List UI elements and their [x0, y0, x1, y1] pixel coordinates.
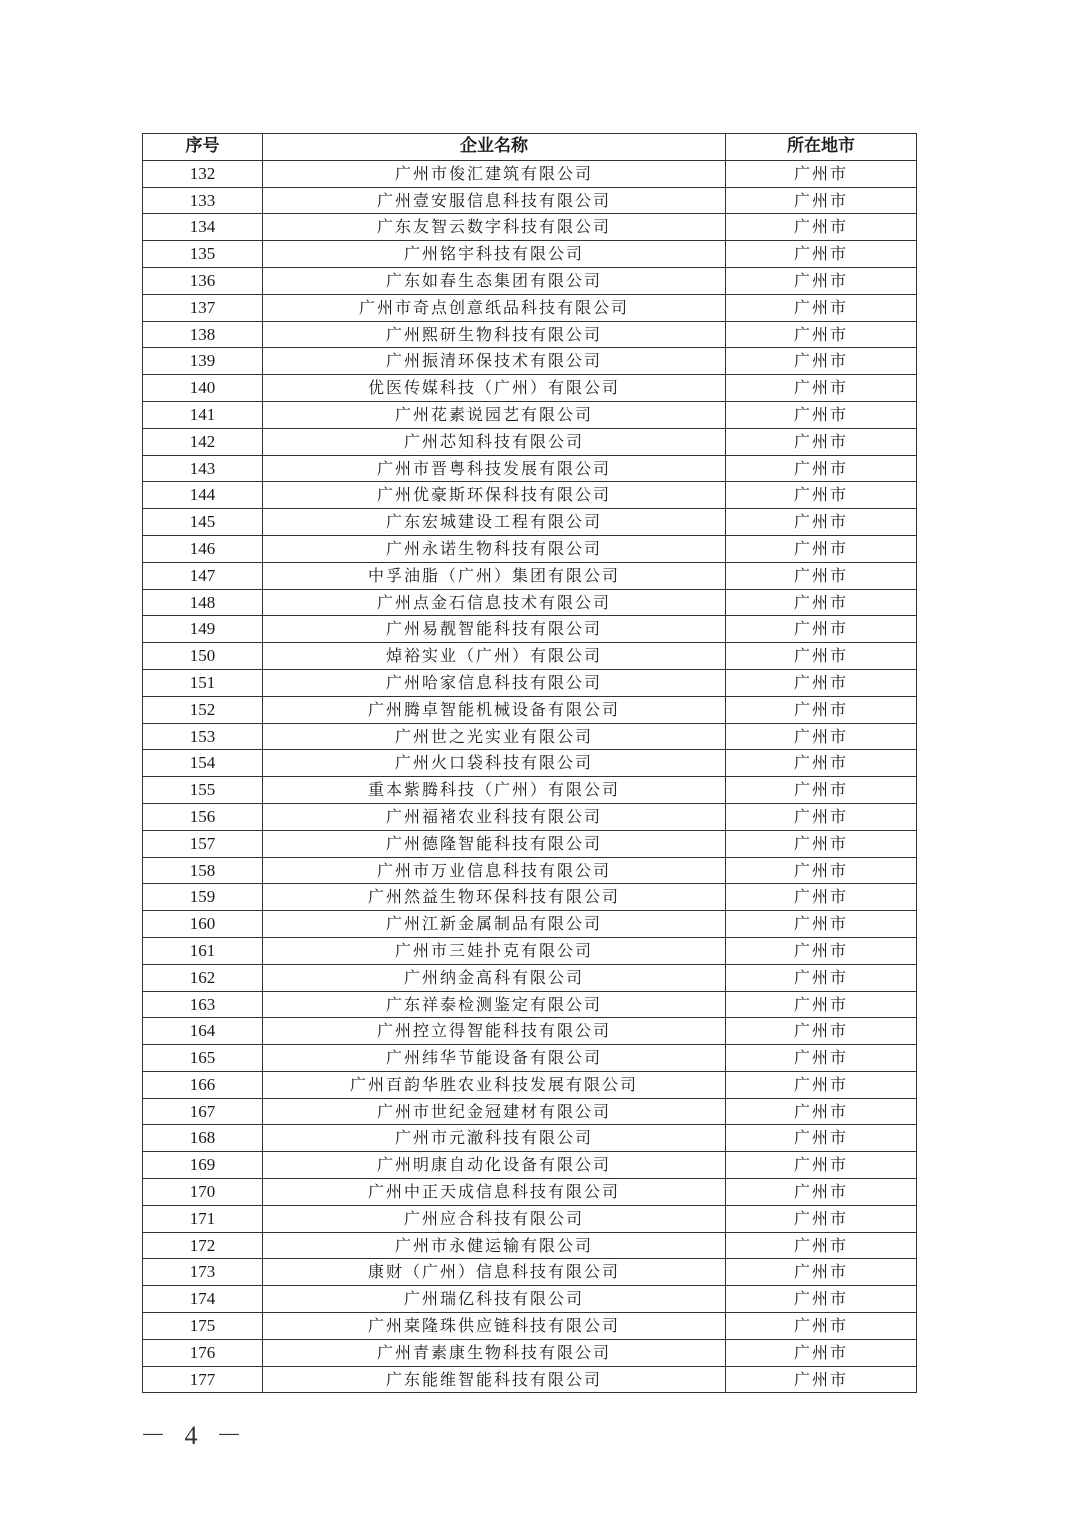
serial-number-cell: 140 [143, 375, 263, 402]
serial-number-cell: 159 [143, 884, 263, 911]
city-cell: 广州市 [726, 562, 917, 589]
company-name-cell: 广州腾卓智能机械设备有限公司 [263, 696, 726, 723]
serial-number-cell: 173 [143, 1259, 263, 1286]
city-cell: 广州市 [726, 482, 917, 509]
serial-number-cell: 155 [143, 777, 263, 804]
table-row [143, 267, 917, 294]
company-name-cell: 广州市世纪金冠建材有限公司 [263, 1098, 726, 1125]
serial-number-cell: 147 [143, 562, 263, 589]
table-row [143, 241, 917, 268]
serial-number-cell: 169 [143, 1152, 263, 1179]
table-row [143, 428, 917, 455]
company-name-cell: 中孚油脂（广州）集团有限公司 [263, 562, 726, 589]
serial-number-cell: 145 [143, 509, 263, 536]
city-cell: 广州市 [726, 964, 917, 991]
serial-number-cell: 152 [143, 696, 263, 723]
table-row [143, 589, 917, 616]
serial-number-cell: 168 [143, 1125, 263, 1152]
serial-number-cell: 146 [143, 535, 263, 562]
serial-number-cell: 158 [143, 857, 263, 884]
serial-number-cell: 175 [143, 1313, 263, 1340]
table-row [143, 616, 917, 643]
header-serial-number: 序号 [143, 134, 263, 161]
serial-number-cell: 133 [143, 187, 263, 214]
table-row [143, 696, 917, 723]
serial-number-cell: 156 [143, 803, 263, 830]
company-name-cell: 广州芯知科技有限公司 [263, 428, 726, 455]
header-city: 所在地市 [726, 134, 917, 161]
table-row [143, 1179, 917, 1206]
city-cell: 广州市 [726, 241, 917, 268]
city-cell: 广州市 [726, 401, 917, 428]
table-row [143, 991, 917, 1018]
company-name-cell: 广州明康自动化设备有限公司 [263, 1152, 726, 1179]
table-row [143, 803, 917, 830]
company-name-cell: 广州江新金属制品有限公司 [263, 911, 726, 938]
city-cell: 广州市 [726, 1366, 917, 1393]
city-cell: 广州市 [726, 750, 917, 777]
serial-number-cell: 176 [143, 1339, 263, 1366]
company-name-cell: 广东宏城建设工程有限公司 [263, 509, 726, 536]
serial-number-cell: 161 [143, 937, 263, 964]
company-name-cell: 重本紫腾科技（广州）有限公司 [263, 777, 726, 804]
table-row [143, 535, 917, 562]
serial-number-cell: 144 [143, 482, 263, 509]
table-header-row [143, 134, 917, 161]
serial-number-cell: 139 [143, 348, 263, 375]
table-row [143, 669, 917, 696]
table-row [143, 1071, 917, 1098]
company-name-cell: 广州铭宇科技有限公司 [263, 241, 726, 268]
serial-number-cell: 151 [143, 669, 263, 696]
serial-number-cell: 134 [143, 214, 263, 241]
table-row [143, 911, 917, 938]
table-row [143, 643, 917, 670]
city-cell: 广州市 [726, 857, 917, 884]
table-row [143, 857, 917, 884]
company-name-cell: 广州然益生物环保科技有限公司 [263, 884, 726, 911]
city-cell: 广州市 [726, 777, 917, 804]
company-name-cell: 广州纳金高科有限公司 [263, 964, 726, 991]
city-cell: 广州市 [726, 1259, 917, 1286]
company-name-cell: 广东能维智能科技有限公司 [263, 1366, 726, 1393]
page-number: － 4 － [140, 1421, 249, 1450]
company-name-cell: 广州市万业信息科技有限公司 [263, 857, 726, 884]
serial-number-cell: 154 [143, 750, 263, 777]
company-name-cell: 广州优豪斯环保科技有限公司 [263, 482, 726, 509]
city-cell: 广州市 [726, 696, 917, 723]
city-cell: 广州市 [726, 1018, 917, 1045]
table-row [143, 348, 917, 375]
city-cell: 广州市 [726, 214, 917, 241]
city-cell: 广州市 [726, 937, 917, 964]
company-name-cell: 广州市三娃扑克有限公司 [263, 937, 726, 964]
serial-number-cell: 164 [143, 1018, 263, 1045]
city-cell: 广州市 [726, 1125, 917, 1152]
city-cell: 广州市 [726, 1071, 917, 1098]
company-name-cell: 广州永诺生物科技有限公司 [263, 535, 726, 562]
company-name-cell: 焯裕实业（广州）有限公司 [263, 643, 726, 670]
table-row [143, 214, 917, 241]
serial-number-cell: 166 [143, 1071, 263, 1098]
table-row [143, 482, 917, 509]
company-name-cell: 广州控立得智能科技有限公司 [263, 1018, 726, 1045]
serial-number-cell: 165 [143, 1045, 263, 1072]
city-cell: 广州市 [726, 616, 917, 643]
table-row [143, 1259, 917, 1286]
enterprise-table-container [142, 133, 916, 1393]
city-cell: 广州市 [726, 1232, 917, 1259]
company-name-cell: 广州福褚农业科技有限公司 [263, 803, 726, 830]
serial-number-cell: 153 [143, 723, 263, 750]
table-row [143, 964, 917, 991]
table-row [143, 1018, 917, 1045]
table-row [143, 1339, 917, 1366]
table-row [143, 375, 917, 402]
company-name-cell: 广州世之光实业有限公司 [263, 723, 726, 750]
table-row [143, 1313, 917, 1340]
serial-number-cell: 162 [143, 964, 263, 991]
city-cell: 广州市 [726, 723, 917, 750]
city-cell: 广州市 [726, 535, 917, 562]
serial-number-cell: 142 [143, 428, 263, 455]
city-cell: 广州市 [726, 1098, 917, 1125]
city-cell: 广州市 [726, 911, 917, 938]
company-name-cell: 广州枽隆珠供应链科技有限公司 [263, 1313, 726, 1340]
company-name-cell: 广州瑞亿科技有限公司 [263, 1286, 726, 1313]
city-cell: 广州市 [726, 643, 917, 670]
serial-number-cell: 163 [143, 991, 263, 1018]
company-name-cell: 广州中正天成信息科技有限公司 [263, 1179, 726, 1206]
company-name-cell: 优医传媒科技（广州）有限公司 [263, 375, 726, 402]
company-name-cell: 广州哈家信息科技有限公司 [263, 669, 726, 696]
serial-number-cell: 136 [143, 267, 263, 294]
serial-number-cell: 170 [143, 1179, 263, 1206]
serial-number-cell: 174 [143, 1286, 263, 1313]
company-name-cell: 广州市晋粤科技发展有限公司 [263, 455, 726, 482]
table-row [143, 777, 917, 804]
city-cell: 广州市 [726, 991, 917, 1018]
company-name-cell: 广东如春生态集团有限公司 [263, 267, 726, 294]
city-cell: 广州市 [726, 455, 917, 482]
table-row [143, 1286, 917, 1313]
serial-number-cell: 167 [143, 1098, 263, 1125]
city-cell: 广州市 [726, 509, 917, 536]
company-name-cell: 广州火口袋科技有限公司 [263, 750, 726, 777]
table-row [143, 321, 917, 348]
company-name-cell: 广州市永健运输有限公司 [263, 1232, 726, 1259]
serial-number-cell: 132 [143, 160, 263, 187]
table-row [143, 723, 917, 750]
serial-number-cell: 149 [143, 616, 263, 643]
serial-number-cell: 148 [143, 589, 263, 616]
company-name-cell: 广州熙研生物科技有限公司 [263, 321, 726, 348]
city-cell: 广州市 [726, 1286, 917, 1313]
table-row [143, 884, 917, 911]
company-name-cell: 广州市奇点创意纸品科技有限公司 [263, 294, 726, 321]
serial-number-cell: 141 [143, 401, 263, 428]
table-row [143, 294, 917, 321]
company-name-cell: 广东友智云数字科技有限公司 [263, 214, 726, 241]
city-cell: 广州市 [726, 1205, 917, 1232]
company-name-cell: 广州市元澈科技有限公司 [263, 1125, 726, 1152]
company-name-cell: 康财（广州）信息科技有限公司 [263, 1259, 726, 1286]
table-row [143, 830, 917, 857]
city-cell: 广州市 [726, 187, 917, 214]
company-name-cell: 广州青素康生物科技有限公司 [263, 1339, 726, 1366]
serial-number-cell: 137 [143, 294, 263, 321]
city-cell: 广州市 [726, 1045, 917, 1072]
city-cell: 广州市 [726, 803, 917, 830]
serial-number-cell: 157 [143, 830, 263, 857]
city-cell: 广州市 [726, 160, 917, 187]
table-row [143, 1125, 917, 1152]
enterprise-table [142, 133, 917, 1393]
city-cell: 广州市 [726, 589, 917, 616]
table-body [143, 160, 917, 1393]
table-row [143, 401, 917, 428]
table-row [143, 1366, 917, 1393]
city-cell: 广州市 [726, 375, 917, 402]
city-cell: 广州市 [726, 1179, 917, 1206]
company-name-cell: 广州易靓智能科技有限公司 [263, 616, 726, 643]
company-name-cell: 广州应合科技有限公司 [263, 1205, 726, 1232]
header-company-name: 企业名称 [263, 134, 726, 161]
city-cell: 广州市 [726, 830, 917, 857]
table-row [143, 455, 917, 482]
company-name-cell: 广州花素说园艺有限公司 [263, 401, 726, 428]
company-name-cell: 广州纬华节能设备有限公司 [263, 1045, 726, 1072]
city-cell: 广州市 [726, 1339, 917, 1366]
table-row [143, 1205, 917, 1232]
serial-number-cell: 150 [143, 643, 263, 670]
city-cell: 广州市 [726, 267, 917, 294]
serial-number-cell: 135 [143, 241, 263, 268]
table-row [143, 937, 917, 964]
table-row [143, 509, 917, 536]
city-cell: 广州市 [726, 321, 917, 348]
company-name-cell: 广州振清环保技术有限公司 [263, 348, 726, 375]
company-name-cell: 广州德隆智能科技有限公司 [263, 830, 726, 857]
serial-number-cell: 143 [143, 455, 263, 482]
city-cell: 广州市 [726, 428, 917, 455]
city-cell: 广州市 [726, 669, 917, 696]
table-row [143, 562, 917, 589]
table-row [143, 187, 917, 214]
table-row [143, 1098, 917, 1125]
serial-number-cell: 138 [143, 321, 263, 348]
city-cell: 广州市 [726, 348, 917, 375]
serial-number-cell: 172 [143, 1232, 263, 1259]
table-row [143, 1152, 917, 1179]
city-cell: 广州市 [726, 884, 917, 911]
company-name-cell: 广州市俊汇建筑有限公司 [263, 160, 726, 187]
company-name-cell: 广州百韵华胜农业科技发展有限公司 [263, 1071, 726, 1098]
city-cell: 广州市 [726, 1313, 917, 1340]
company-name-cell: 广州壹安服信息科技有限公司 [263, 187, 726, 214]
table-row [143, 160, 917, 187]
company-name-cell: 广州点金石信息技术有限公司 [263, 589, 726, 616]
city-cell: 广州市 [726, 294, 917, 321]
table-row [143, 1045, 917, 1072]
company-name-cell: 广东祥泰检测鉴定有限公司 [263, 991, 726, 1018]
serial-number-cell: 160 [143, 911, 263, 938]
serial-number-cell: 171 [143, 1205, 263, 1232]
city-cell: 广州市 [726, 1152, 917, 1179]
table-row [143, 1232, 917, 1259]
table-row [143, 750, 917, 777]
serial-number-cell: 177 [143, 1366, 263, 1393]
